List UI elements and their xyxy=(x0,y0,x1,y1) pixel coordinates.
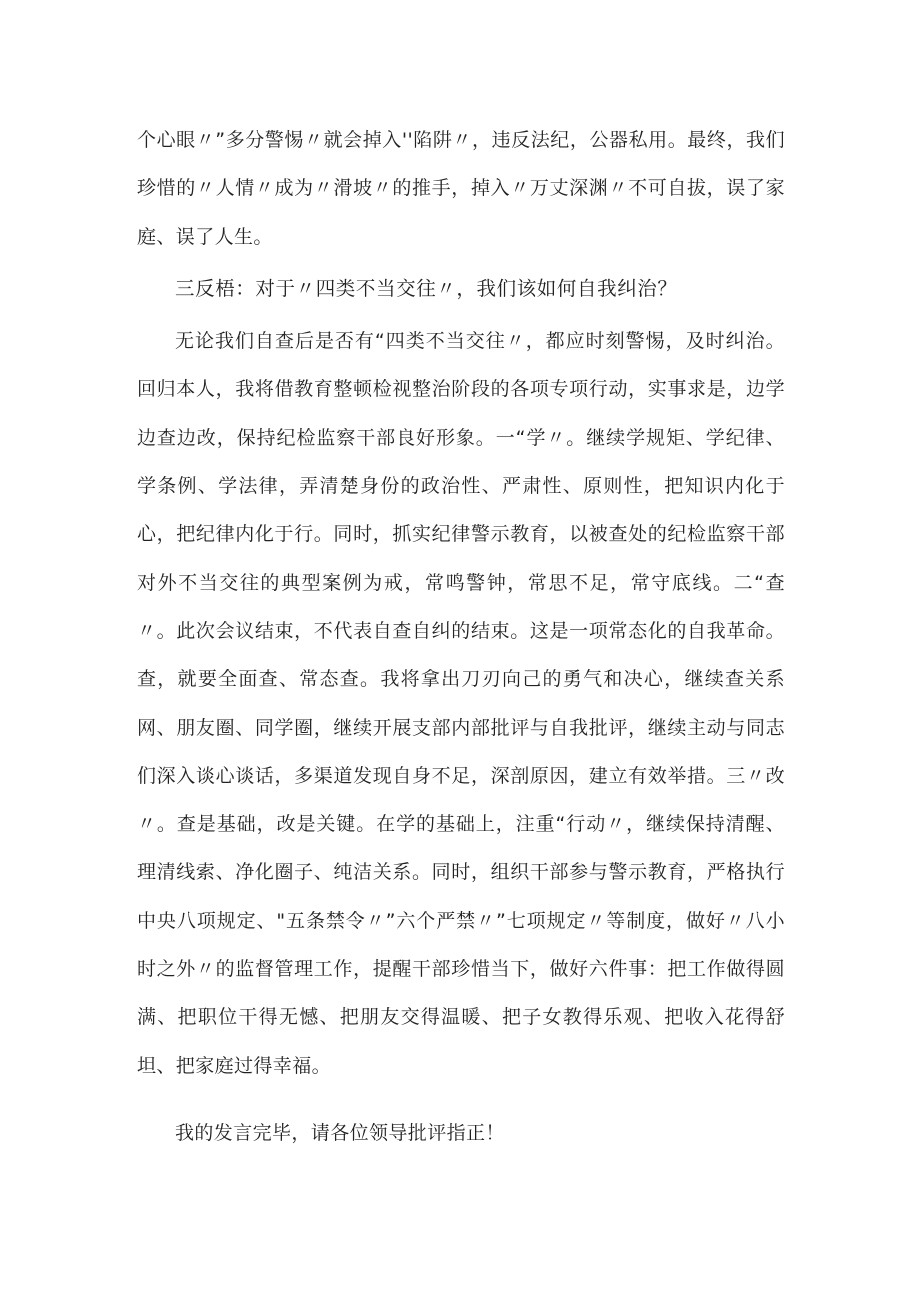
closing-paragraph: 我的发言完毕，请各位领导批评指正！ xyxy=(175,1121,505,1144)
body-paragraph: 无论我们自查后是否有“四类不当交往〃，都应时刻警惕，及时纠治。回归本人，我将借教育整顿检视整治阶段的各项专项行动，实事求是，边学边查边改，保持纪检监察干部良好形象。一“学〃。继续学规矩、学纪律、学条例、学法律，弄清楚身份的政治性、严肃性、原则性，把知识内化于心，把纪律内化于行。同时，抓实纪律警示教育，以被查处的纪检监察干部对外不当交往的典型案例为戒，常鸣警钟，常思不足，常守底线。二“查〃。此次会议结束，不代表自查自纠的结束。这是一项常态化的自我革命。查，就要全面查、常态查。我将拿出刀刃向己的勇气和决心，继续查关系网、朋友圈、同学圈，继续开展支部内部批评与自我批评，继续主动与同志们深入谈心谈话，多渠道发现自身不足，深剖原因，建立有效举措。三〃改〃。查是基础，改是关键。在学的基础上，注重“行动〃，继续保持清醒、理清线索、净化圈子、纯洁关系。同时，组织干部参与警示教育，严格执行中央八项规定、"五条禁令〃”六个严禁〃”七项规定〃等制度，做好〃八小时之外〃的监督管理工作，提醒干部珍惜当下，做好六件事：把工作做得圆满、把职位干得无憾、把朋友交得温暖、把子女教得乐观、把收入花得舒坦、把家庭过得幸福。 xyxy=(137,330,785,1077)
section-heading: 三反梧：对于〃四类不当交往〃，我们该如何自我纠治？ xyxy=(175,276,678,300)
document-body xyxy=(137,116,785,1157)
intro-continuation-paragraph: 个心眼〃”多分警惕〃就会掉入''陷阱〃，违反法纪，公器私用。最终，我们珍惜的〃人情〃成为〃滑坡〃的推手，掉入〃万丈深渊〃不可自拔，误了家庭、误了人生。 xyxy=(137,129,785,248)
